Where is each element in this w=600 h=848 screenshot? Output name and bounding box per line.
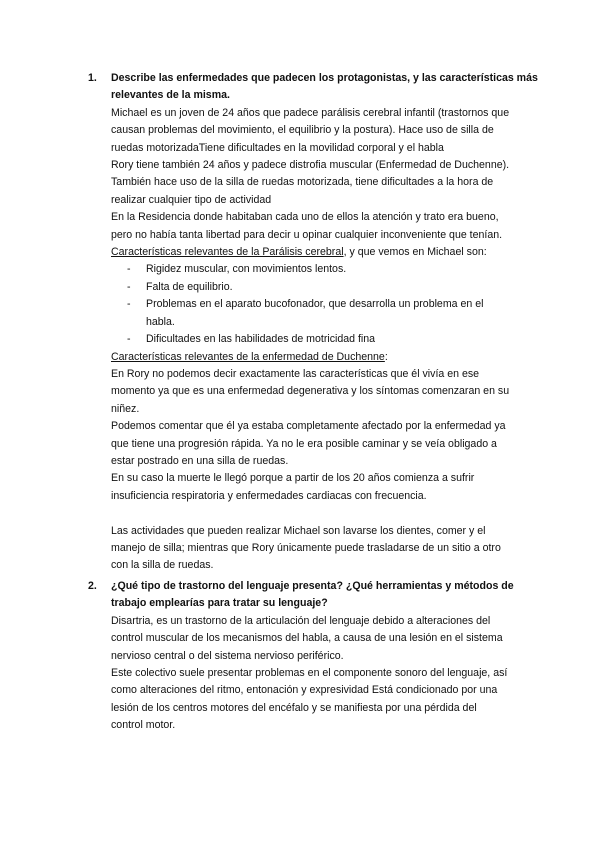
text-line: En la Residencia donde habitaban cada uno de ellos la atención y trato era bueno, [111, 211, 499, 224]
text-line: control motor. [111, 719, 176, 732]
paragraph-actividades [111, 523, 520, 575]
duchenne-heading [111, 349, 520, 366]
text-line: lesión de los centros motores del encéfalo y se manifiesta por una pérdida del [111, 701, 477, 714]
text-line: que tiene una progresión rápida. Ya no le era posible caminar y se veía obligado a [111, 437, 497, 450]
paragraph-duchenne-2 [111, 418, 520, 470]
text-line: pero no había tanta libertad para decir u opinar cualquier inconveniente que tenían. [111, 228, 503, 241]
question-title-line: trabajo emplearías para tratar su lenguaje? [111, 597, 328, 610]
paralisis-list [111, 261, 520, 348]
paragraph-residencia [111, 209, 520, 244]
paragraph-disartria [111, 613, 520, 665]
list-item [111, 296, 520, 331]
paragraph-duchenne-3 [111, 470, 520, 505]
text-line: Disartria, es un trastorno de la articulación del lenguaje debido a alteraciones del [111, 614, 491, 627]
text-line: como alteraciones del ritmo, entonación y expresividad Está condicionado por una [111, 684, 498, 697]
question-2-title [111, 578, 520, 613]
text-line: En su caso la muerte le llegó porque a partir de los 20 años comienza a sufrir [111, 472, 475, 485]
text-line: Este colectivo suele presentar problemas en el componente sonoro del lenguaje, así [111, 667, 508, 680]
paragraph-colectivo [111, 665, 520, 735]
duchenne-heading-rest: : [384, 350, 388, 363]
list-item-text: Dificultades en las habilidades de motricidad fina [146, 333, 376, 346]
text-line: insuficiencia respiratoria y enfermedades cardiacas con frecuencia. [111, 489, 427, 502]
paralisis-heading [111, 244, 520, 261]
question-2-body [111, 578, 520, 735]
list-item-text: Rigidez muscular, con movimientos lentos. [146, 263, 347, 276]
question-1-body [111, 70, 538, 575]
dash-bullet: - [127, 263, 131, 276]
question-2 [90, 578, 520, 735]
text-line: con la silla de ruedas. [111, 559, 214, 572]
text-line: control muscular de los mecanismos del habla, a causa de una lesión en el sistema [111, 632, 503, 645]
paragraph-spacer [111, 505, 520, 522]
question-1-title [111, 70, 538, 105]
text-line: manejo de silla; mientras que Rory únicamente puede trasladarse de un sitio a otro [111, 541, 501, 554]
question-2-number: 2. [88, 580, 97, 592]
text-line: niñez. [111, 402, 140, 415]
paragraph-duchenne-1 [111, 366, 520, 418]
dash-bullet: - [127, 298, 131, 311]
question-title-line: ¿Qué tipo de trastorno del lenguaje presenta? ¿Qué herramientas y métodos de [111, 580, 514, 592]
question-1 [88, 70, 538, 575]
paralisis-heading-rest: , y que vemos en Michael son: [343, 246, 487, 259]
list-item-text: Falta de equilibrio. [146, 280, 233, 293]
text-line: momento ya que es una enfermedad degenerativa y los síntomas comenzaran en su [111, 385, 510, 398]
text-line: Podemos comentar que él ya estaba completamente afectado por la enfermedad ya [111, 420, 506, 433]
list-item [111, 331, 520, 348]
text-line: Rory tiene también 24 años y padece distrofia muscular (Enfermedad de Duchenne). [111, 159, 510, 172]
text-line: ruedas motorizadaTiene dificultades en la movilidad corporal y el habla [111, 141, 444, 154]
list-item-text: Problemas en el aparato bucofonador, que desarrolla un problema en el [146, 298, 484, 311]
text-line: Las actividades que pueden realizar Michael son lavarse los dientes, comer y el [111, 524, 486, 537]
question-title-line: Describe las enfermedades que padecen los protagonistas, y las características más [111, 72, 538, 84]
text-line: causan problemas del movimiento, el equilibrio y la postura). Hace uso de silla de [111, 124, 494, 137]
text-line: estar postrado en una silla de ruedas. [111, 454, 289, 467]
text-line: En Rory no podemos decir exactamente las características que él vivía en ese [111, 367, 480, 380]
text-line: Michael es un joven de 24 años que padece parálisis cerebral infantil (trastornos que [111, 106, 510, 119]
duchenne-heading-underlined: Características relevantes de la enfermedad de Duchenne [111, 350, 385, 363]
list-item [111, 261, 520, 278]
question-1-number: 1. [88, 72, 97, 84]
paragraph-michael [111, 105, 520, 157]
text-line: realizar cualquier tipo de actividad [111, 193, 272, 206]
list-item-text: habla. [146, 315, 175, 328]
text-line: También hace uso de la silla de ruedas motorizada, tiene dificultades a la hora de [111, 176, 494, 189]
paralisis-heading-underlined: Características relevantes de la Parálisis cerebral [111, 246, 344, 259]
question-title-line: relevantes de la misma. [111, 89, 230, 102]
dash-bullet: - [127, 280, 131, 293]
text-line: nervioso central o del sistema nervioso periférico. [111, 649, 344, 662]
paragraph-rory [111, 157, 520, 209]
dash-bullet: - [127, 333, 131, 346]
list-item [111, 279, 520, 296]
